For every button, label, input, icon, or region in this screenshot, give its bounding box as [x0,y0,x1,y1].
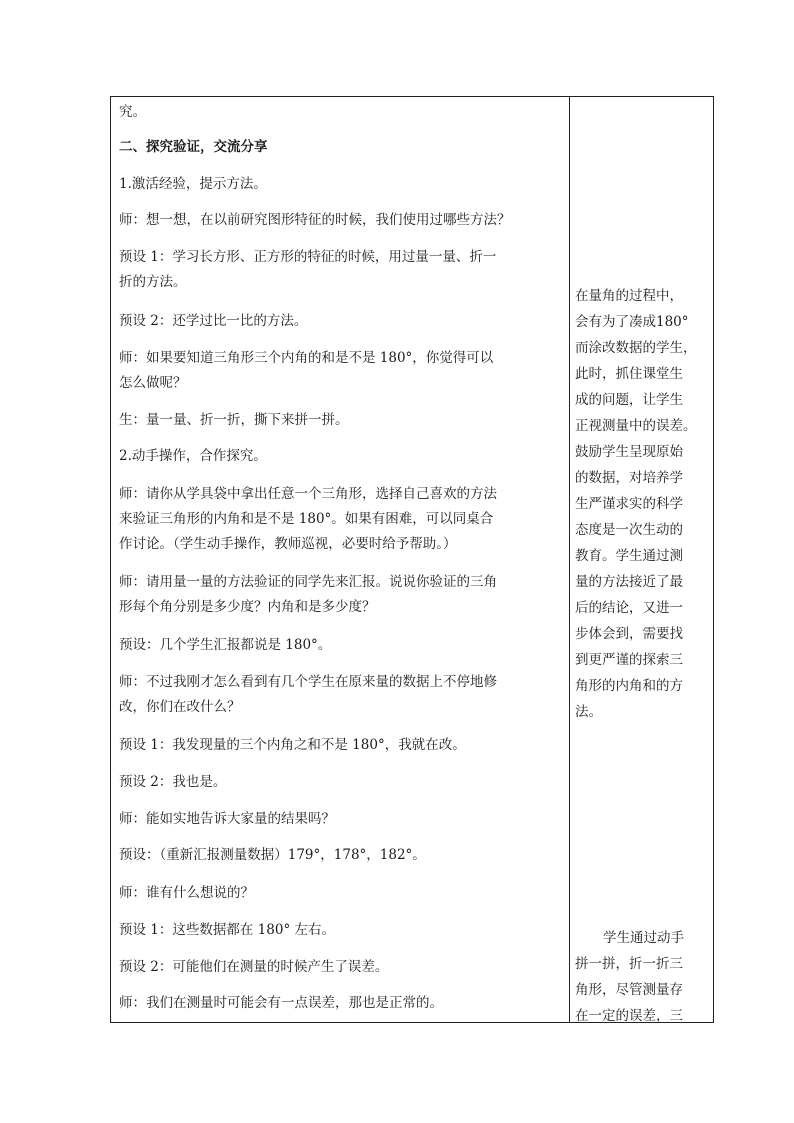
text-line: 预设 2：还学过比一比的方法。 [119,313,308,329]
note-line: 角形的内角和的方 [575,678,683,694]
note-line: 会有为了凑成180° [575,314,689,330]
text-line: 预设 1：这些数据都在 180° 左右。 [119,922,335,938]
text-line: 师：请用量一量的方法验证的同学先来汇报。说说你验证的三角 [119,574,497,590]
note-line: 步体会到，需要找 [575,626,683,642]
note-line: 在一定的误差，三 [575,1008,683,1024]
note-line: 法。 [575,704,602,720]
note-line: 到更严谨的探索三 [575,652,683,668]
note-line: 生严谨求实的科学 [575,496,683,512]
text-line: 师：请你从学具袋中拿出任意一个三角形，选择自己喜欢的方法 [119,486,497,502]
note-line: 角形，尽管测量存 [575,982,683,998]
section-heading: 二、探究验证，交流分享 [119,139,268,155]
note-line: 成的问题，让学生 [575,392,683,408]
text-line: 形每个角分别是多少度？内角和是多少度？ [119,599,376,615]
text-line: 作讨论。（学生动手操作，教师巡视，必要时给予帮助。） [119,536,457,552]
text-line: 预设：（重新汇报测量数据）179°，178°，182°。 [119,847,426,863]
note-line: 态度是一次生动的 [575,522,683,538]
text-line: 预设 2：我也是。 [119,774,227,790]
step-heading: 1.激活经验，提示方法。 [119,176,267,192]
text-line: 师：谁有什么想说的？ [119,885,254,901]
text-line: 预设 1：我发现量的三个内角之和不是 180°，我就在改。 [119,737,466,753]
note-line: 教育。学生通过测 [575,548,683,564]
text-line: 预设：几个学生汇报都说是 180°。 [119,637,332,653]
text-line: 师：想一想，在以前研究图形特征的时候，我们使用过哪些方法？ [119,212,511,228]
text-line: 师：我们在测量时可能会有一点误差，那也是正常的。 [119,995,443,1011]
column-divider [569,97,570,1022]
text-line: 折的方法。 [119,274,187,290]
note-line: 此时，抓住课堂生 [575,366,683,382]
note-line: 后的结论，又进一 [575,600,683,616]
note-line: 正视测量中的误差。 [575,418,697,434]
note-line: 而涂改数据的学生， [575,340,697,356]
step-heading: 2.动手操作，合作探究。 [119,448,267,464]
text-line: 怎么做呢？ [119,375,187,391]
text-line: 生：量一量、折一折，撕下来拼一拼。 [119,412,349,428]
text-line: 改，你们在改什么？ [119,699,241,715]
note-line: 的数据，对培养学 [575,470,683,486]
note-line: 量的方法接近了最 [575,574,683,590]
lesson-table [110,96,714,1023]
text-line: 究。 [119,104,146,120]
note-line: 鼓励学生呈现原始 [575,444,683,460]
text-line: 预设 2：可能他们在测量的时候产生了误差。 [119,959,389,975]
text-line: 师：如果要知道三角形三个内角的和是不是 180°，你觉得可以 [119,350,494,366]
note-line: 学生通过动手 [603,930,684,946]
text-line: 师：能如实地告诉大家量的结果吗？ [119,811,335,827]
text-line: 来验证三角形的内角和是不是 180°。如果有困难，可以同桌合 [119,511,494,527]
note-line: 拼一拼，折一折三 [575,956,683,972]
text-line: 师：不过我刚才怎么看到有几个学生在原来量的数据上不停地修 [119,674,497,690]
note-line: 在量角的过程中， [575,288,683,304]
text-line: 预设 1：学习长方形、正方形的特征的时候，用过量一量、折一 [119,249,497,265]
